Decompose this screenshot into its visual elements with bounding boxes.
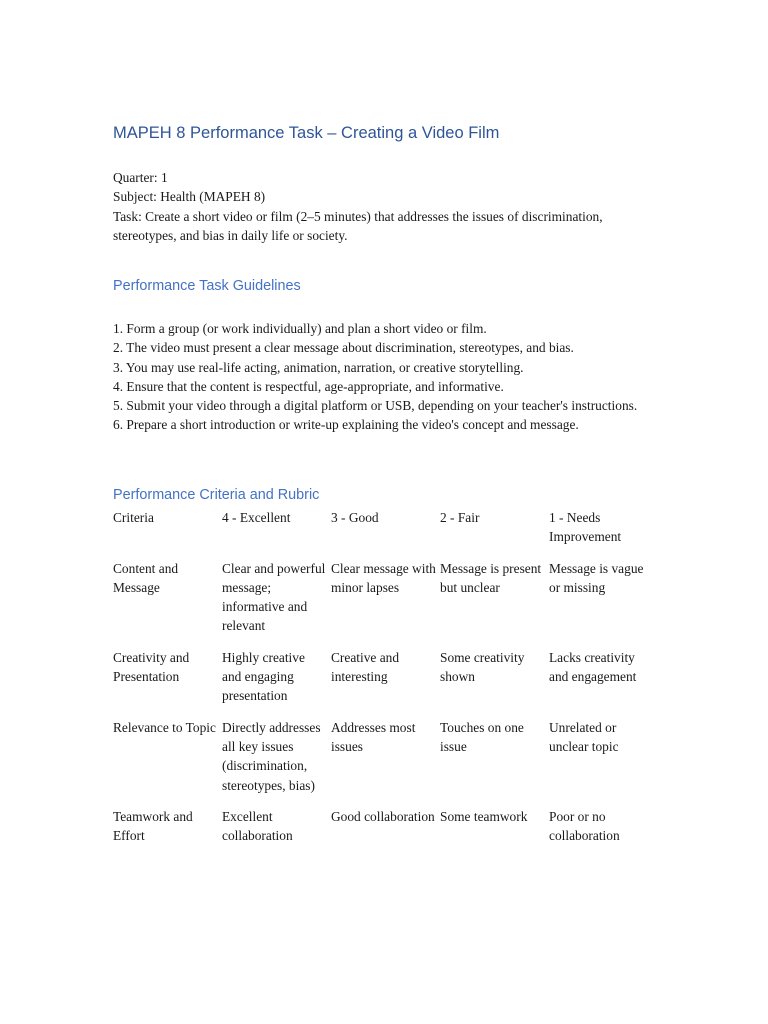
guideline-item: 1. Form a group (or work individually) and plan a short video or film. (113, 321, 487, 336)
guidelines-heading: Performance Task Guidelines (113, 278, 301, 294)
table-cell: Clear message with minor lapses (331, 560, 436, 595)
table-cell: Good collaboration (331, 808, 435, 824)
table-row (113, 807, 658, 858)
guidelines-list (113, 319, 658, 435)
guideline-item: 6. Prepare a short introduction or write-up explaining the video's concept and message. (113, 417, 579, 433)
table-cell: Unrelated or unclear topic (549, 719, 619, 754)
column-header-criteria: Criteria (113, 510, 154, 525)
column-header-excellent: 4 - Excellent (222, 510, 291, 525)
table-cell: Content and Message (113, 560, 179, 595)
table-cell: Teamwork and Effort (113, 808, 193, 844)
column-header-fair: 2 - Fair (440, 510, 480, 525)
table-cell: Touches on one issue (440, 719, 524, 754)
column-header-good: 3 - Good (331, 510, 379, 525)
table-cell: Some creativity shown (440, 649, 525, 685)
table-cell: Creative and interesting (331, 649, 400, 685)
table-cell: Creativity and Presentation (113, 649, 190, 685)
task-line: Task: Create a short video or film (2–5 minutes) that addresses the issues of discrimination, stereotypes, and bias in daily life or society. (113, 208, 603, 243)
table-cell: Lacks creativity and engagement (549, 649, 637, 685)
table-cell: Clear and powerful message; informative and relevant (222, 560, 326, 634)
rubric-header-row (113, 508, 658, 559)
rubric-table (113, 508, 658, 857)
table-cell: Highly creative and engaging presentation (222, 649, 305, 704)
table-row (113, 648, 658, 718)
table-cell: Some teamwork (440, 808, 528, 824)
guideline-item: 5. Submit your video through a digital platform or USB, depending on your teacher's instructions. (113, 398, 638, 414)
document-title: MAPEH 8 Performance Task – Creating a Video Film (113, 124, 500, 142)
quarter-line: Quarter: 1 (113, 170, 168, 185)
table-row (113, 559, 658, 648)
guideline-item: 2. The video must present a clear message about discrimination, stereotypes, and bias. (113, 340, 574, 356)
table-row (113, 718, 658, 807)
subject-line: Subject: Health (MAPEH 8) (113, 189, 266, 205)
table-cell: Relevance to Topic (113, 719, 216, 735)
column-header-needs-improvement: 1 - Needs Improvement (549, 510, 622, 545)
table-cell: Message is vague or missing (549, 560, 644, 595)
table-cell: Directly addresses all key issues (discrimination, stereotypes, bias) (222, 719, 321, 793)
table-cell: Excellent collaboration (222, 808, 293, 844)
table-cell: Message is present but unclear (440, 560, 542, 595)
rubric-heading: Performance Criteria and Rubric (113, 487, 320, 503)
task-info (113, 168, 658, 245)
guideline-item: 3. You may use real-life acting, animation, narration, or creative storytelling. (113, 359, 524, 375)
table-cell: Addresses most issues (331, 719, 416, 754)
guideline-item: 4. Ensure that the content is respectful, age-appropriate, and informative. (113, 378, 504, 394)
table-cell: Poor or no collaboration (549, 808, 620, 844)
